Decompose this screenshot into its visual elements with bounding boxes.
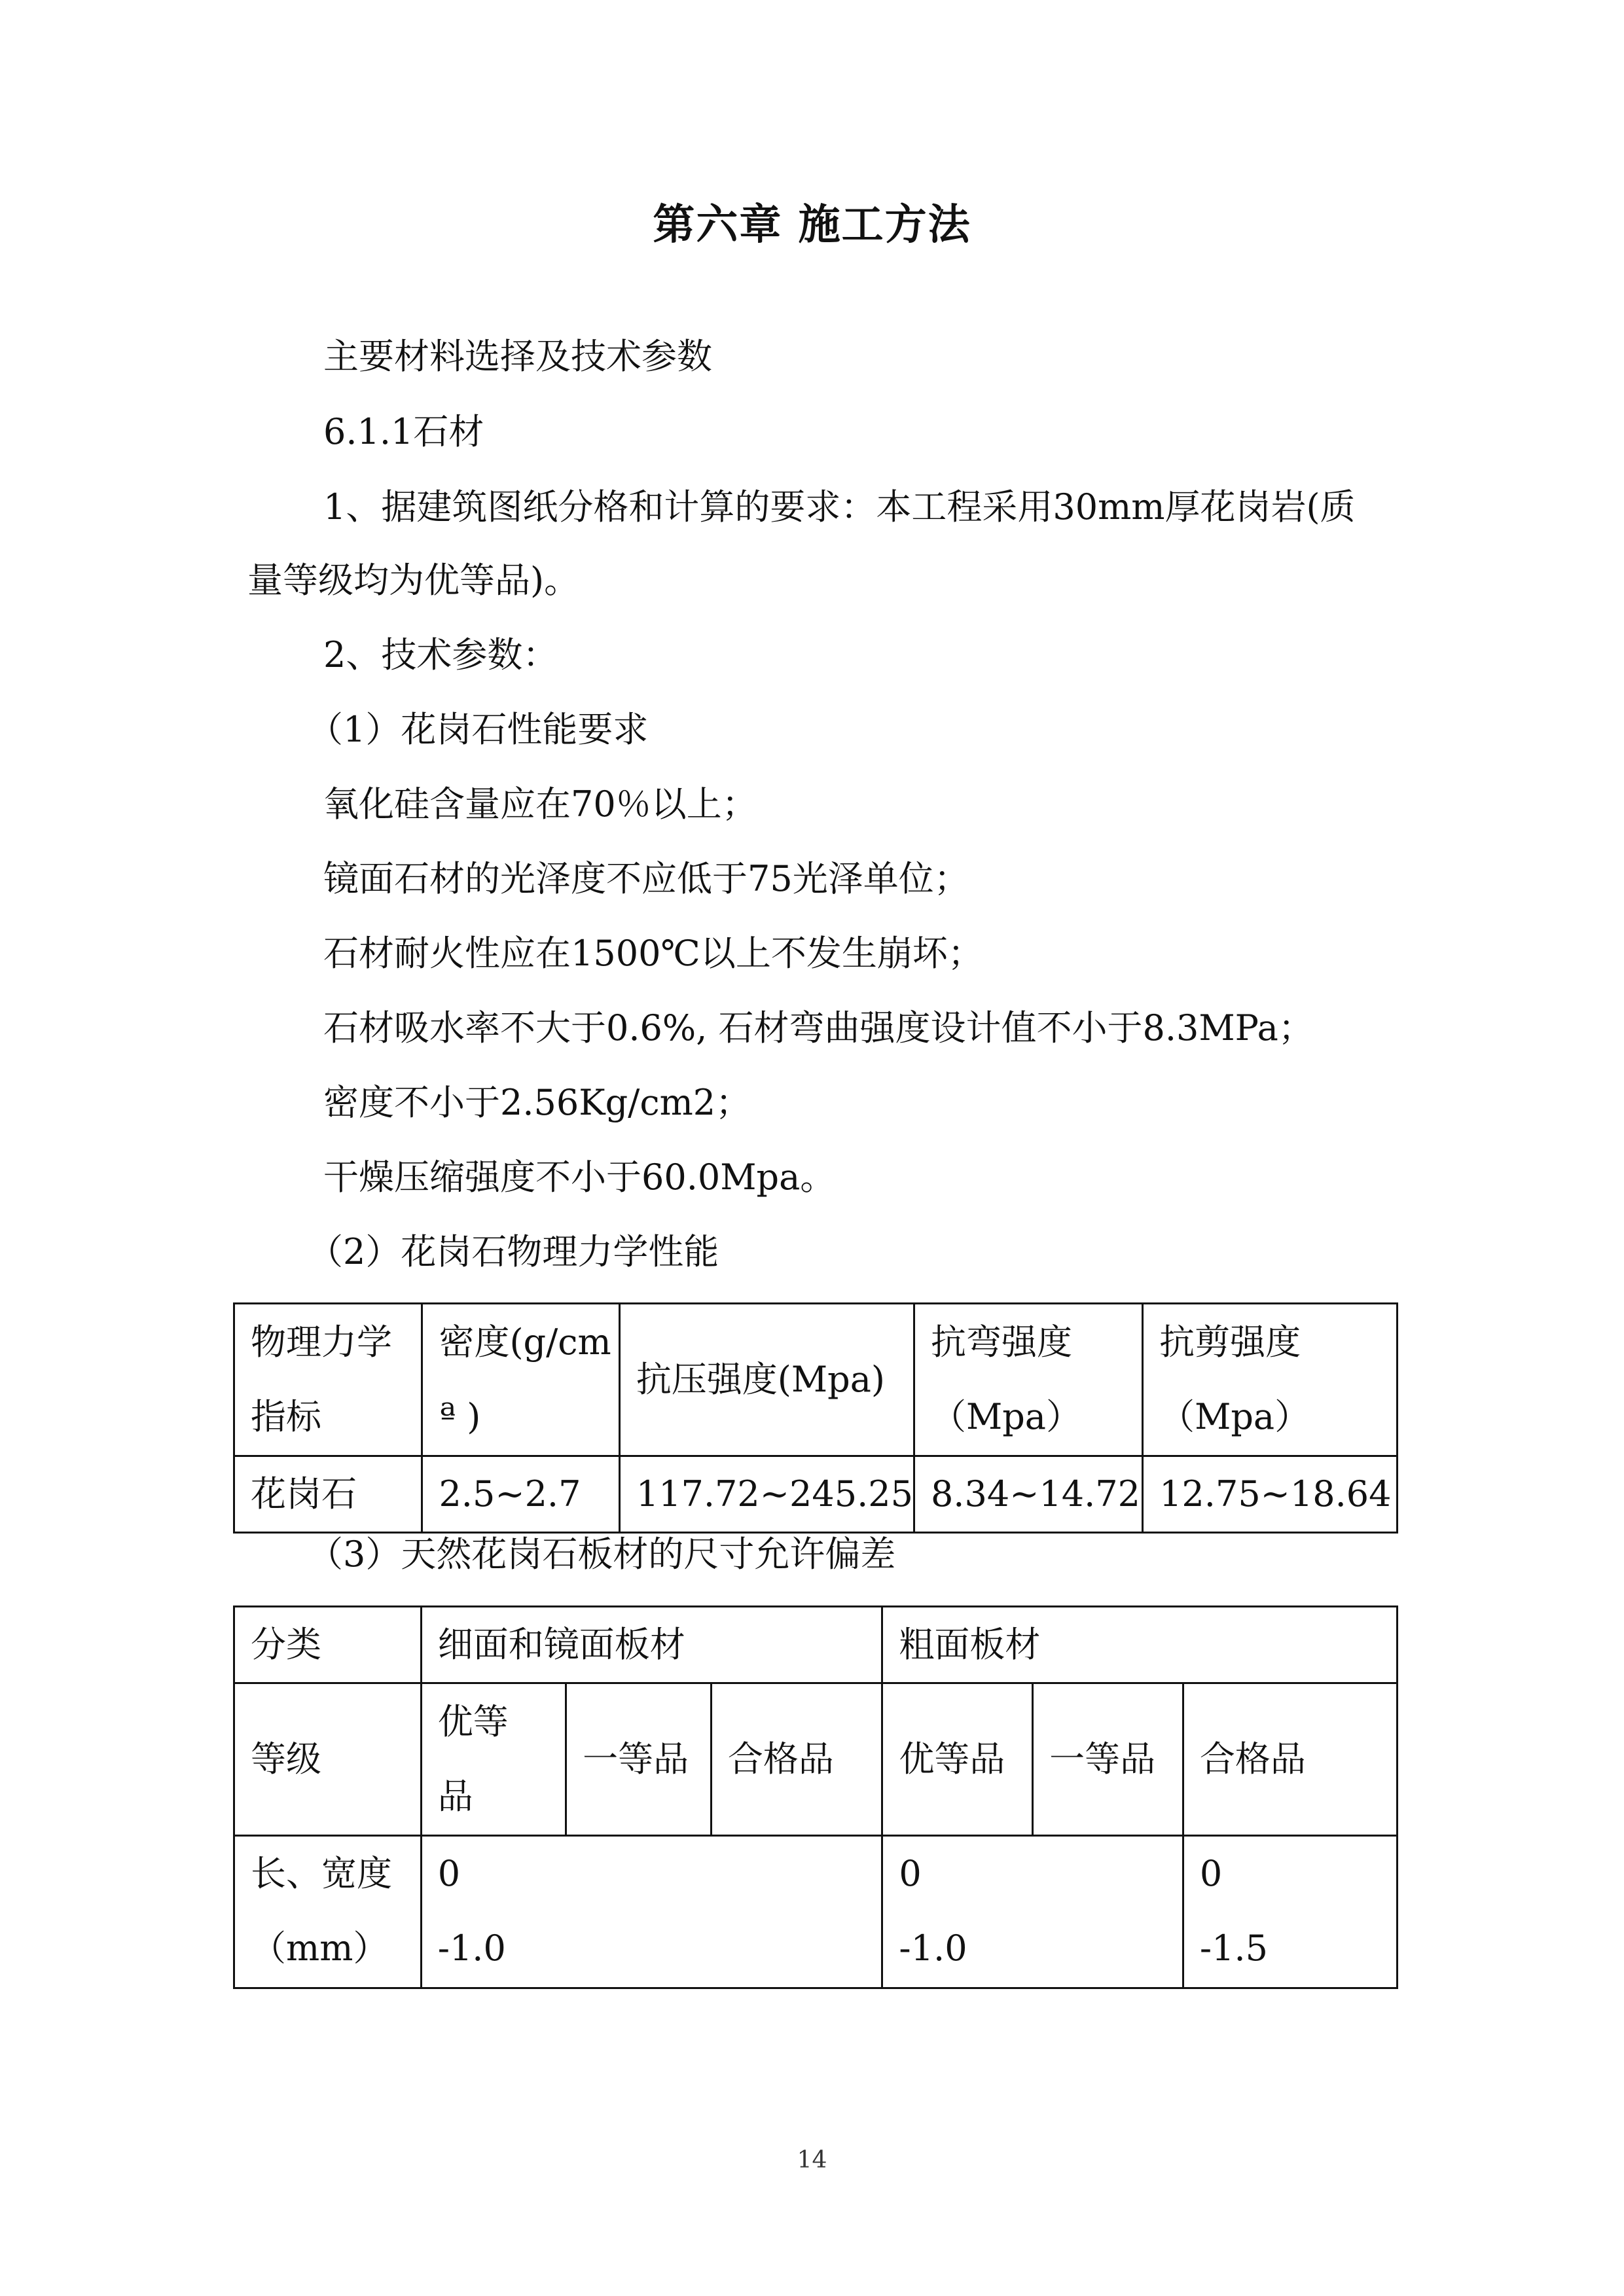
mechanical-properties-table: [233, 1302, 1398, 1534]
table-cell: 2.5~2.7: [422, 1456, 619, 1533]
table-row: [234, 1456, 1398, 1533]
table-cell: 合格品: [711, 1683, 882, 1836]
table-cell: 物理力学 指标: [234, 1304, 422, 1456]
table-cell: 一等品: [566, 1683, 712, 1836]
table-cell: 优等 品: [421, 1683, 566, 1836]
page-number: 14: [797, 2147, 827, 2174]
item1-line1: 1、据建筑图纸分格和计算的要求：本工程采用30mm厚花岗岩(质: [323, 486, 1356, 528]
table-cell: 分类: [234, 1607, 422, 1683]
table-cell: 抗弯强度 （Mpa）: [914, 1304, 1142, 1456]
table-cell: 细面和镜面板材: [421, 1607, 882, 1683]
size-tolerance-table: [233, 1605, 1398, 1989]
table-row: [234, 1304, 1398, 1456]
table-cell: 粗面板材: [882, 1607, 1398, 1683]
table-cell: 等级: [234, 1683, 422, 1836]
section-stone: 6.1.1石材: [323, 411, 484, 452]
table-cell: 0 -1.0: [882, 1836, 1183, 1988]
table-cell: 12.75~18.64: [1143, 1456, 1398, 1533]
table-cell: 密度(g/cm ª ): [422, 1304, 619, 1456]
table-row: [234, 1607, 1398, 1683]
req-gloss: 镜面石材的光泽度不应低于75光泽单位；: [323, 858, 969, 899]
req-fire: 石材耐火性应在1500℃以上不发生崩坏；: [323, 933, 983, 974]
table-cell: 合格品: [1183, 1683, 1397, 1836]
table-cell: 优等品: [882, 1683, 1033, 1836]
table-cell: 抗剪强度 （Mpa）: [1143, 1304, 1398, 1456]
table-cell: 0 -1.0: [421, 1836, 882, 1988]
req-silica: 氧化硅含量应在70％以上；: [323, 783, 757, 825]
chapter-title: 第六章 施工方法: [653, 201, 971, 249]
table-row: [234, 1836, 1398, 1988]
table-row: [234, 1683, 1398, 1836]
item1-line2: 量等级均为优等品)。: [247, 560, 580, 601]
sub-performance: （1）花岗石性能要求: [308, 709, 649, 750]
table-cell: 117.72~245.25: [619, 1456, 914, 1533]
item2: 2、技术参数：: [323, 634, 558, 675]
materials-heading: 主要材料选择及技术参数: [323, 336, 712, 377]
table-cell: 一等品: [1033, 1683, 1183, 1836]
req-compress: 干燥压缩强度不小于60.0Mpa。: [323, 1157, 836, 1198]
sub-tolerance: （3）天然花岗石板材的尺寸允许偏差: [308, 1534, 896, 1575]
req-density: 密度不小于2.56Kg/cm2；: [323, 1082, 751, 1123]
table-cell: 8.34~14.72: [914, 1456, 1142, 1533]
sub-mechanical: （2）花岗石物理力学性能: [308, 1231, 719, 1272]
req-water: 石材吸水率不大于0.6%, 石材弯曲强度设计值不小于8.3MPa；: [323, 1007, 1314, 1049]
table-cell: 0 -1.5: [1183, 1836, 1397, 1988]
table-cell: 长、宽度 （mm）: [234, 1836, 422, 1988]
table-cell: 抗压强度(Mpa): [619, 1304, 914, 1456]
table-cell: 花岗石: [234, 1456, 422, 1533]
